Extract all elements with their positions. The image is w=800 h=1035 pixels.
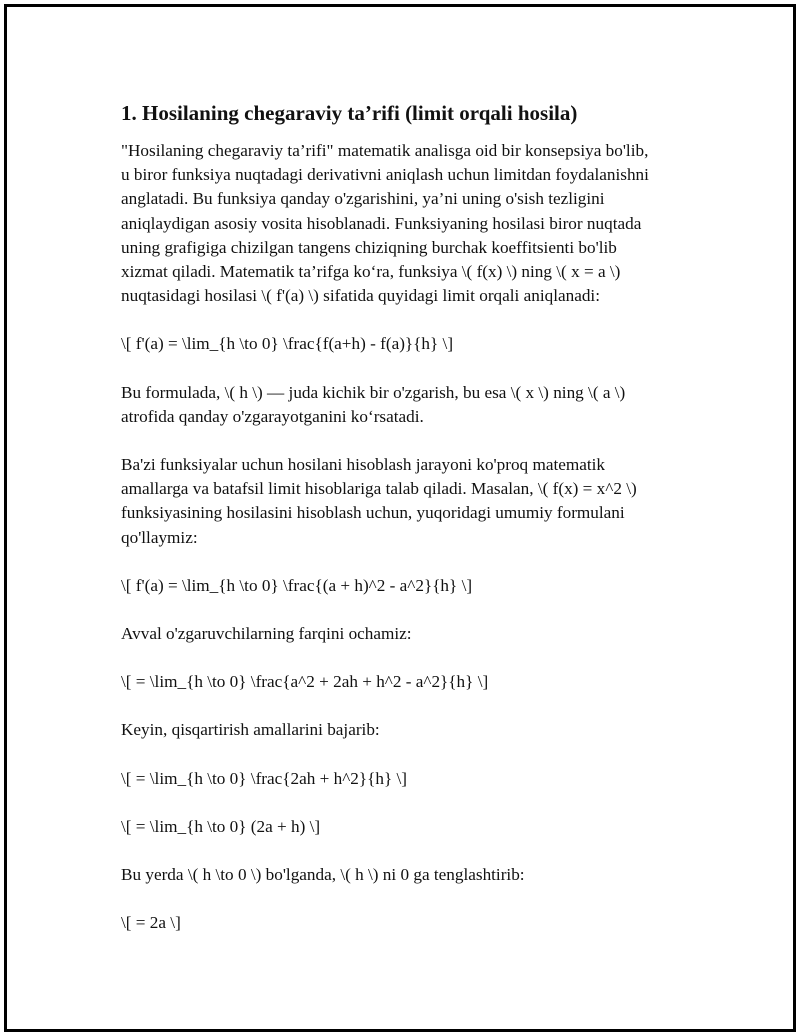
text-line: Bu yerda \( h \to 0 \) bo'lganda, \( h \) ni 0 ga tenglashtirib: bbox=[121, 865, 525, 885]
formula-block bbox=[121, 332, 701, 356]
paragraph bbox=[121, 139, 701, 308]
text-line: \[ = \lim_{h \to 0} (2a + h) \] bbox=[121, 816, 321, 836]
paragraph bbox=[121, 453, 701, 550]
paragraph bbox=[121, 863, 701, 887]
paragraph bbox=[121, 381, 701, 429]
document-body bbox=[121, 99, 701, 959]
text-line: Keyin, qisqartirish amallarini bajarib: bbox=[121, 720, 380, 740]
text-line: \[ = \lim_{h \to 0} \frac{2ah + h^2}{h} \] bbox=[121, 768, 408, 788]
formula-block bbox=[121, 574, 701, 598]
text-line: xizmat qiladi. Matematik ta’rifga ko‘ra, funksiya \( f(x) \) ning \( x = a \) bbox=[121, 262, 621, 282]
text-line: Ba'zi funksiyalar uchun hosilani hisoblash jarayoni ko'proq matematik bbox=[121, 455, 605, 475]
text-line: nuqtasidagi hosilasi \( f'(a) \) sifatida quyidagi limit orqali aniqlanadi: bbox=[121, 286, 600, 306]
section-heading: 1. Hosilaning chegaraviy ta’rifi (limit orqali hosila) bbox=[121, 101, 578, 125]
text-line: "Hosilaning chegaraviy ta’rifi" matematik analisga oid bir konsepsiya bo'lib, bbox=[121, 141, 649, 160]
text-line: amallarga va batafsil limit hisoblariga talab qiladi. Masalan, \( f(x) = x^2 \) bbox=[121, 479, 637, 499]
formula-block bbox=[121, 670, 701, 694]
text-line: uning grafigiga chizilgan tangens chiziqning burchak koeffitsienti bo'lib bbox=[121, 237, 617, 257]
formula-block bbox=[121, 815, 701, 839]
page-border bbox=[4, 4, 796, 1032]
text-line: atrofida qanday o'zgarayotganini ko‘rsatadi. bbox=[121, 406, 424, 426]
text-line: Bu formulada, \( h \) — juda kichik bir o'zgarish, bu esa \( x \) ning \( a \) bbox=[121, 382, 626, 402]
text-line: aniqlaydigan asosiy vosita hisoblanadi. Funksiyaning hosilasi biror nuqtada bbox=[121, 213, 642, 233]
paragraph-list bbox=[121, 139, 701, 935]
paragraph bbox=[121, 718, 701, 742]
formula-block bbox=[121, 767, 701, 791]
text-line: qo'llaymiz: bbox=[121, 527, 198, 547]
text-line: anglatadi. Bu funksiya qanday o'zgarishini, ya’ni uning o'sish tezligini bbox=[121, 189, 605, 209]
text-line: \[ f'(a) = \lim_{h \to 0} \frac{f(a+h) - f(a)}{h} \] bbox=[121, 334, 454, 354]
formula-block bbox=[121, 911, 701, 935]
text-line: \[ f'(a) = \lim_{h \to 0} \frac{(a + h)^2 - a^2}{h} \] bbox=[121, 575, 473, 595]
text-line: u biror funksiya nuqtadagi derivativni aniqlash uchun limitdan foydalanishni bbox=[121, 165, 649, 185]
text-line: \[ = \lim_{h \to 0} \frac{a^2 + 2ah + h^2 - a^2}{h} \] bbox=[121, 672, 489, 692]
paragraph bbox=[121, 622, 701, 646]
text-line: Avval o'zgaruvchilarning farqini ochamiz: bbox=[121, 624, 412, 644]
text-line: \[ = 2a \] bbox=[121, 913, 181, 933]
text-line: funksiyasining hosilasini hisoblash uchun, yuqoridagi umumiy formulani bbox=[121, 503, 625, 523]
